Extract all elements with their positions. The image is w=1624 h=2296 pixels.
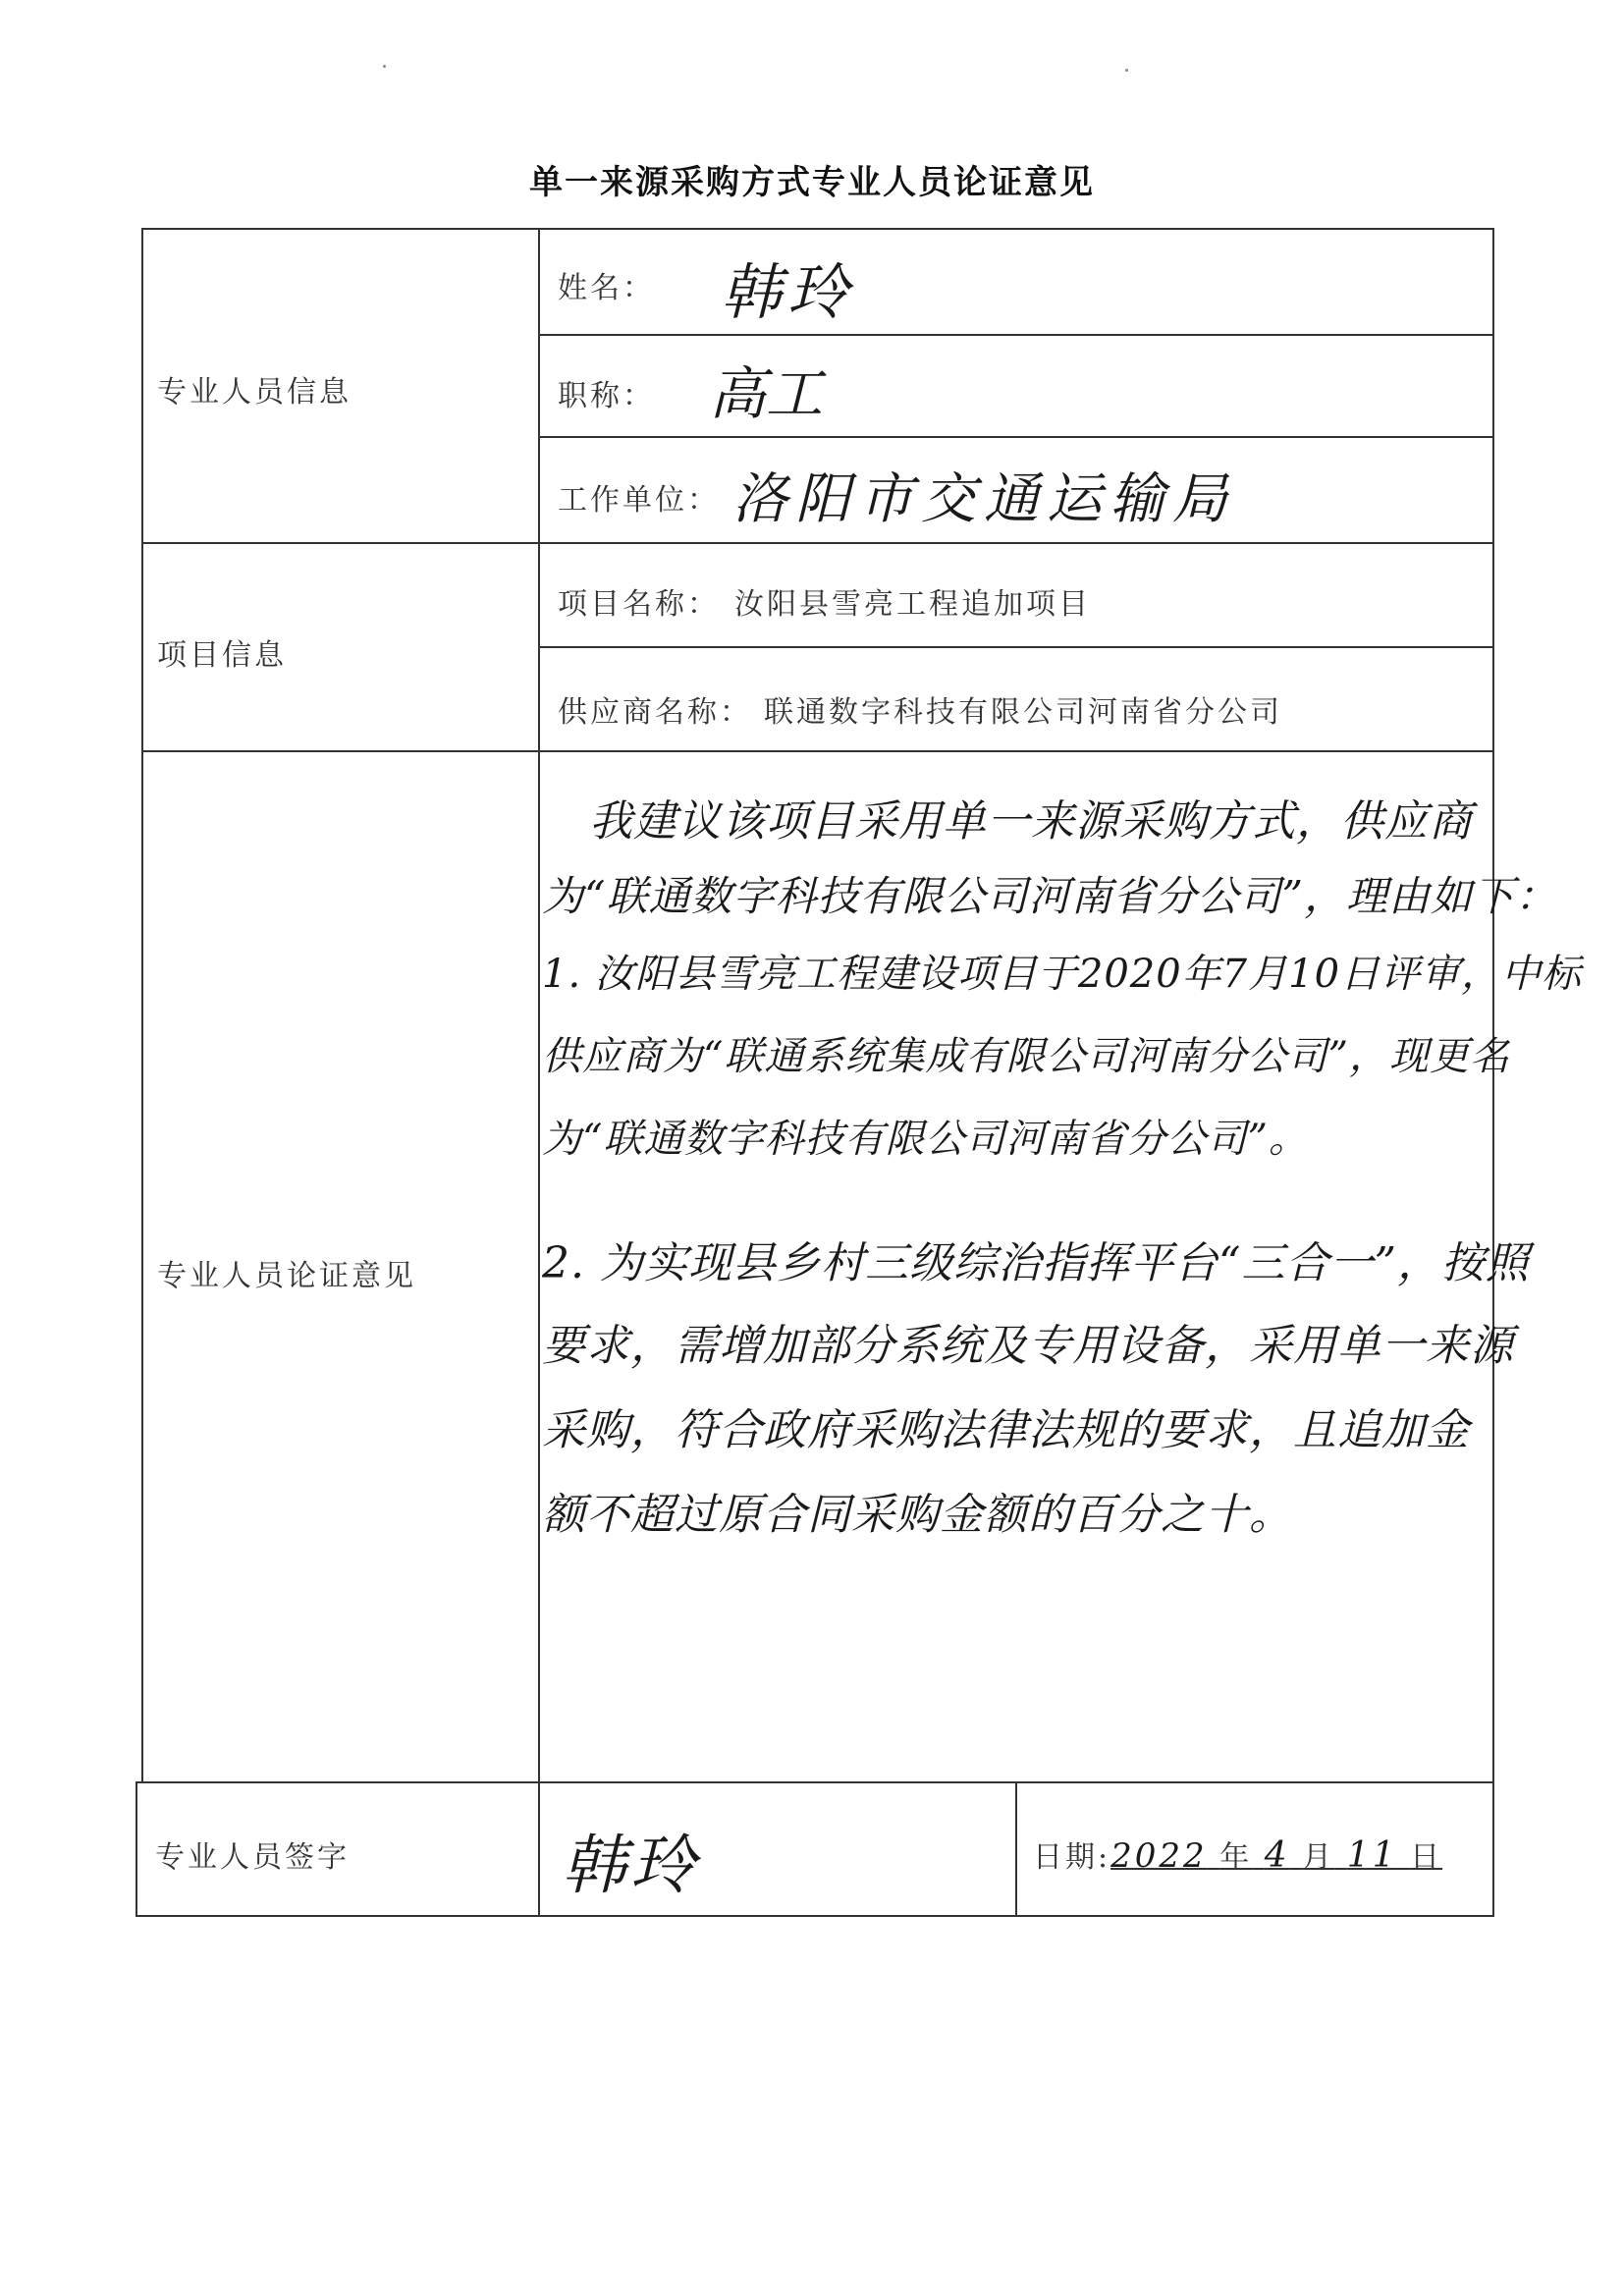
scan-speck — [383, 65, 386, 68]
signature-handwritten: 韩玲 — [562, 1828, 699, 1903]
opinion-line: 2. 为实现县乡村三级综治指挥平台“三合一”，按照 — [542, 1238, 1530, 1288]
scan-speck — [1125, 69, 1128, 72]
opinion-line: 要求，需增加部分系统及专用设备，采用单一来源 — [542, 1321, 1514, 1371]
title-handwritten: 高工 — [709, 360, 824, 427]
date-month-unit: 月 — [1302, 1840, 1335, 1875]
project-info-label: 项目信息 — [157, 638, 287, 673]
opinion-line: 为“联通数字科技有限公司河南省分公司”，理由如下： — [542, 872, 1557, 920]
date-month: 4 — [1264, 1835, 1290, 1876]
project-name-label: 项目名称： — [558, 587, 720, 622]
unit-handwritten: 洛阳市交通运输局 — [732, 467, 1235, 531]
name-label: 姓名： — [558, 271, 655, 305]
date-year: 2022 — [1110, 1836, 1208, 1876]
signature-label-cell — [135, 1781, 540, 1917]
page-title: 单一来源采购方式专业人员论证意见 — [529, 163, 1095, 202]
date-day: 11 — [1346, 1835, 1398, 1876]
expert-info-label: 专业人员信息 — [157, 375, 352, 410]
date-value — [1110, 1835, 1443, 1876]
opinion-line: 供应商为“联通系统集成有限公司河南分公司”，现更名 — [542, 1034, 1510, 1079]
unit-label: 工作单位： — [558, 483, 720, 518]
date-day-unit: 日 — [1410, 1840, 1443, 1875]
opinion-line: 为“联通数字科技有限公司河南省分公司”。 — [542, 1117, 1309, 1162]
title-label: 职称： — [558, 379, 655, 413]
opinion-label-cell — [141, 750, 540, 1783]
signature-label: 专业人员签字 — [155, 1840, 350, 1875]
date-year-unit: 年 — [1219, 1840, 1253, 1875]
opinion-line: 额不超过原合同采购金额的百分之十。 — [542, 1490, 1293, 1540]
project-name-cell — [538, 542, 1494, 648]
project-name-value: 汝阳县雪亮工程追加项目 — [734, 587, 1091, 622]
supplier-label: 供应商名称： — [558, 695, 752, 730]
opinion-line: 1. 汝阳县雪亮工程建设项目于2020年7月10日评审，中标 — [542, 952, 1583, 997]
title-cell — [538, 334, 1494, 438]
project-info-label-cell — [141, 542, 540, 752]
name-cell — [538, 228, 1494, 336]
signature-cell — [538, 1781, 1017, 1917]
unit-cell — [538, 436, 1494, 544]
date-cell — [1015, 1781, 1494, 1917]
opinion-line: 采购，符合政府采购法律法规的要求，且追加金 — [542, 1405, 1470, 1455]
supplier-value: 联通数字科技有限公司河南省分公司 — [764, 695, 1282, 730]
name-handwritten: 韩玲 — [721, 256, 855, 328]
date-prefix: 日期: — [1033, 1840, 1111, 1875]
expert-info-label-cell — [141, 228, 540, 544]
opinion-label: 专业人员论证意见 — [157, 1259, 416, 1293]
supplier-cell — [538, 646, 1494, 752]
date-label — [1033, 1832, 1442, 1876]
opinion-line: 我建议该项目采用单一来源采购方式，供应商 — [589, 796, 1473, 847]
